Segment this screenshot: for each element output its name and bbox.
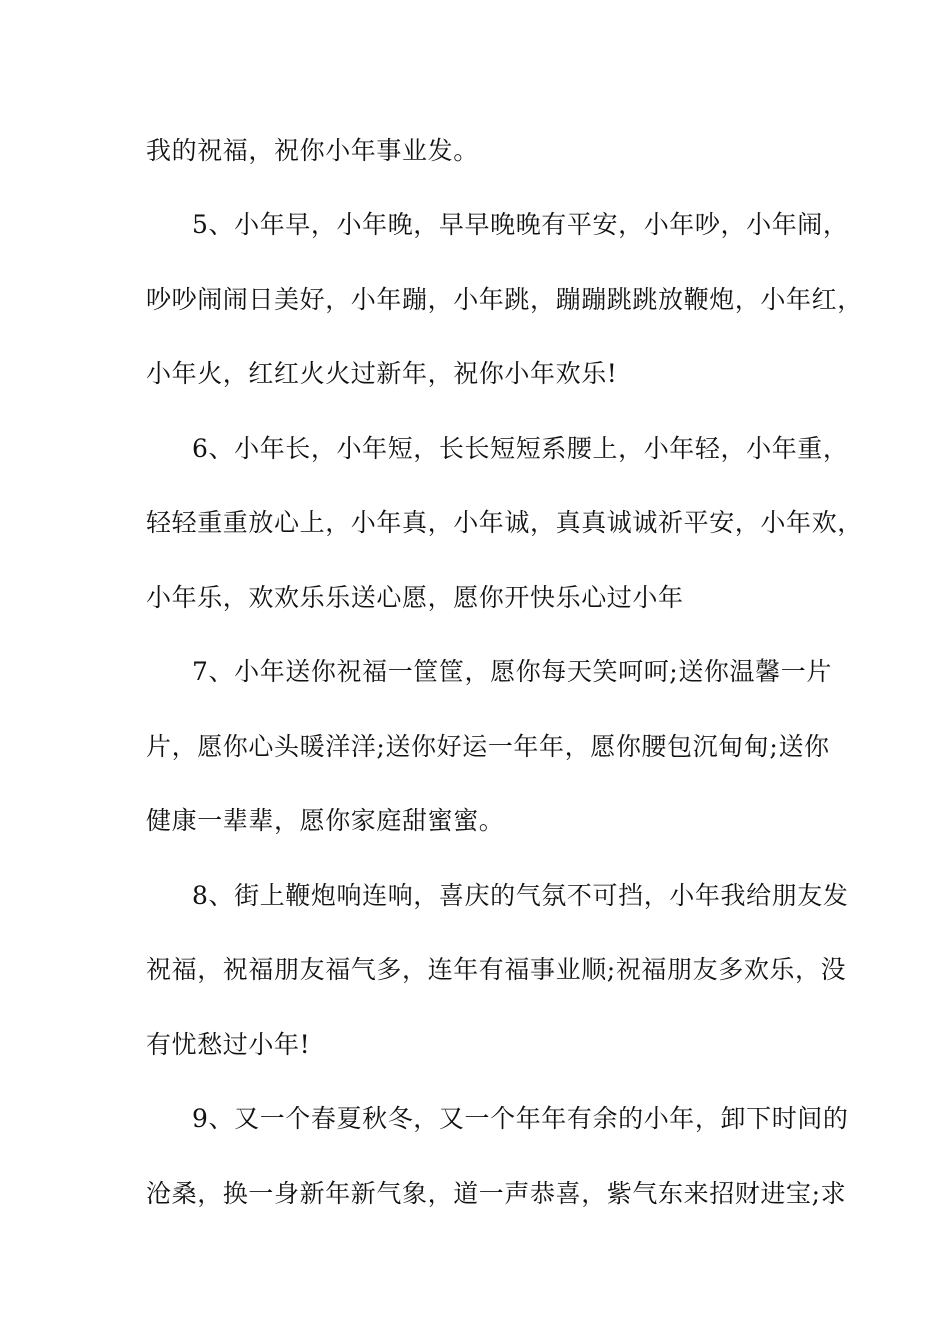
paragraph-line: 健康一辈辈，愿你家庭甜蜜蜜。 bbox=[146, 806, 505, 835]
paragraph-line: 小年乐，欢欢乐乐送心愿，愿你开快乐心过小年 bbox=[146, 583, 684, 612]
paragraph-line: 6、小年长，小年短，长长短短系腰上，小年轻，小年重， bbox=[192, 434, 849, 463]
paragraph-line: 沧桑，换一身新年新气象，道一声恭喜，紫气东来招财进宝;求 bbox=[146, 1179, 847, 1208]
paragraph-line: 9、又一个春夏秋冬，又一个年年有余的小年，卸下时间的 bbox=[192, 1104, 849, 1133]
paragraph-line: 轻轻重重放心上，小年真，小年诚，真真诚诚祈平安，小年欢， bbox=[146, 508, 863, 537]
paragraph-line: 8、街上鞭炮响连响，喜庆的气氛不可挡，小年我给朋友发 bbox=[192, 881, 849, 910]
paragraph-line: 我的祝福，祝你小年事业发。 bbox=[146, 136, 479, 165]
paragraph-line: 7、小年送你祝福一筐筐，愿你每天笑呵呵;送你温馨一片 bbox=[192, 657, 832, 686]
paragraph-line: 5、小年早，小年晚，早早晚晚有平安，小年吵，小年闹， bbox=[192, 210, 849, 239]
paragraph-line: 有忧愁过小年! bbox=[146, 1030, 311, 1059]
paragraph-line: 小年火，红红火火过新年，祝你小年欢乐! bbox=[146, 359, 618, 388]
paragraph-line: 祝福，祝福朋友福气多，连年有福事业顺;祝福朋友多欢乐，没 bbox=[146, 955, 847, 984]
paragraph-line: 吵吵闹闹日美好，小年蹦，小年跳，蹦蹦跳跳放鞭炮，小年红， bbox=[146, 285, 863, 314]
paragraph-line: 片，愿你心头暖洋洋;送你好运一年年，愿你腰包沉甸甸;送你 bbox=[146, 732, 830, 761]
